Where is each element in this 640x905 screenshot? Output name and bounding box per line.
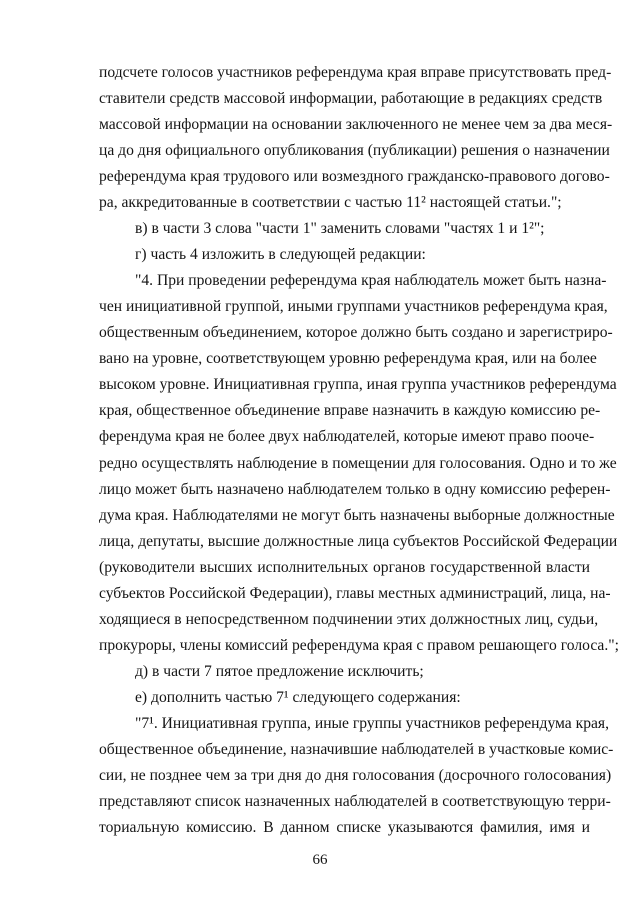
text-line: массовой информации на основании заключенного не менее чем за два меся- <box>99 116 613 133</box>
text-line: г) часть 4 изложить в следующей редакции: <box>135 246 426 263</box>
text-line: высоком уровне. Инициативная группа, иная группа участников референдума <box>99 376 617 393</box>
text-line: дума края. Наблюдателями не могут быть назначены выборные должностные <box>99 507 615 524</box>
text-line: лицо может быть назначено наблюдателем только в одну комиссию референ- <box>99 481 611 498</box>
text-line: (руководители высших исполнительных органов государственной власти <box>99 559 590 576</box>
text-line: подсчете голосов участников референдума края вправе присутствовать пред- <box>99 64 612 81</box>
text-line: вано на уровне, соответствующем уровню референдума края, или на более <box>99 350 597 367</box>
page-number: 66 <box>312 852 328 868</box>
text-line: сии, не позднее чем за три дня до дня голосования (досрочного голосования) <box>99 767 612 784</box>
text-line: ставители средств массовой информации, работающие в редакциях средств <box>99 90 603 107</box>
text-line: е) дополнить частью 7¹ следующего содержания: <box>135 689 461 706</box>
text-line: ца до дня официального опубликования (публикации) решения о назначении <box>99 142 610 159</box>
text-line: субъектов Российской Федерации), главы местных администраций, лица, на- <box>99 585 611 602</box>
text-line: ходящиеся в непосредственном подчинении этих должностных лиц, судьи, <box>99 611 599 628</box>
text-line: общественное объединение, назначившие наблюдателей в участковые комис- <box>99 741 614 758</box>
text-line: общественным объединением, которое должно быть создано и зарегистриро- <box>99 324 613 341</box>
text-line: "4. При проведении референдума края наблюдатель может быть назна- <box>135 272 607 289</box>
text-line: "7¹. Инициативная группа, иные группы участников референдума края, <box>135 715 609 732</box>
text-line: края, общественное объединение вправе назначить в каждую комиссию ре- <box>99 402 601 419</box>
text-line: прокуроры, члены комиссий референдума края с правом решающего голоса."; <box>99 637 619 654</box>
text-line: ра, аккредитованные в соответствии с частью 11² настоящей статьи."; <box>99 194 562 211</box>
text-line: лица, депутаты, высшие должностные лица субъектов Российской Федерации <box>99 533 618 550</box>
text-line: ферендума края не более двух наблюдателей, которые имеют право пооче- <box>99 428 595 445</box>
text-line: чен инициативной группой, иными группами участников референдума края, <box>99 298 608 315</box>
text-line: референдума края трудового или возмездного гражданско-правового догово- <box>99 168 610 185</box>
text-line: в) в части 3 слова "части 1" заменить словами "частях 1 и 1²"; <box>135 220 545 237</box>
text-line: ториальную комиссию. В данном списке указываются фамилия, имя и <box>99 819 590 836</box>
text-line: д) в части 7 пятое предложение исключить; <box>135 663 424 680</box>
text-line: редно осуществлять наблюдение в помещении для голосования. Одно и то же <box>99 455 617 472</box>
text-line: представляют список назначенных наблюдателей в соответствующую терри- <box>99 793 611 810</box>
